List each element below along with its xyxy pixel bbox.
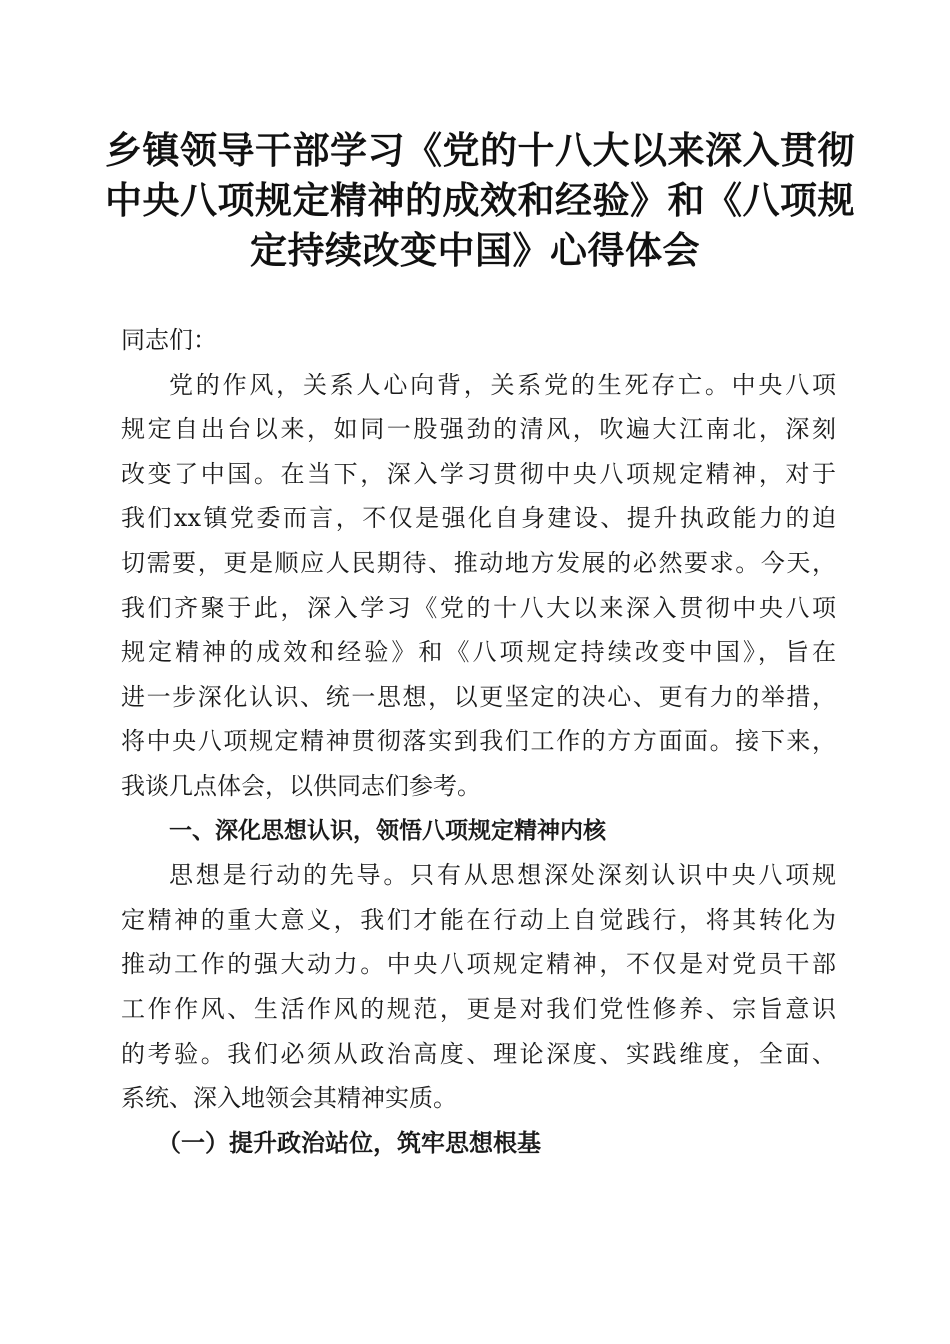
paragraph-line: 我们xx镇党委而言，不仅是强化自身建设、提升执政能力的迫 (121, 504, 836, 533)
document-title (105, 126, 855, 276)
title-line: 乡镇领导干部学习《党的十八大以来深入贯彻 (105, 129, 855, 172)
paragraph-line: 系统、深入地领会其精神实质。 (121, 1084, 457, 1113)
paragraph-line: 切需要，更是顺应人民期待、推动地方发展的必然要求。今天， (121, 548, 836, 577)
paragraph-line: 将中央八项规定精神贯彻落实到我们工作的方方面面。接下来， (121, 727, 836, 756)
paragraph-line: 的考验。我们必须从政治高度、理论深度、实践维度，全面、 (121, 1039, 836, 1068)
paragraph-line: 党的作风，关系人心向背，关系党的生死存亡。中央八项 (169, 370, 836, 399)
section-heading: 一、深化思想认识，领悟八项规定精神内核 (169, 817, 606, 844)
paragraph-line: 进一步深化认识、统一思想，以更坚定的决心、更有力的举措， (121, 682, 836, 711)
intro-paragraph (121, 363, 836, 809)
paragraph-line: 我们齐聚于此，深入学习《党的十八大以来深入贯彻中央八项 (121, 593, 836, 622)
document-body (121, 318, 836, 1165)
subsection-heading: （一）提升政治站位，筑牢思想根基 (157, 1127, 541, 1157)
paragraph-line: 工作作风、生活作风的规范，更是对我们党性修养、宗旨意识 (121, 994, 836, 1023)
title-line: 中央八项规定精神的成效和经验》和《八项规 (105, 179, 855, 222)
paragraph-line: 我谈几点体会，以供同志们参考。 (121, 771, 481, 800)
section-paragraph (121, 853, 836, 1121)
salutation: 同志们： (121, 326, 217, 354)
paragraph-line: 规定精神的成效和经验》和《八项规定持续改变中国》，旨在 (121, 638, 836, 667)
paragraph-line: 规定自出台以来，如同一股强劲的清风，吹遍大江南北，深刻 (121, 415, 836, 444)
title-line: 定持续改变中国》心得体会 (250, 229, 700, 272)
paragraph-line: 推动工作的强大动力。中央八项规定精神，不仅是对党员干部 (121, 950, 836, 979)
paragraph-line: 定精神的重大意义，我们才能在行动上自觉践行，将其转化为 (121, 905, 836, 934)
paragraph-line: 改变了中国。在当下，深入学习贯彻中央八项规定精神，对于 (121, 459, 836, 488)
paragraph-line: 思想是行动的先导。只有从思想深处深刻认识中央八项规 (169, 861, 836, 890)
